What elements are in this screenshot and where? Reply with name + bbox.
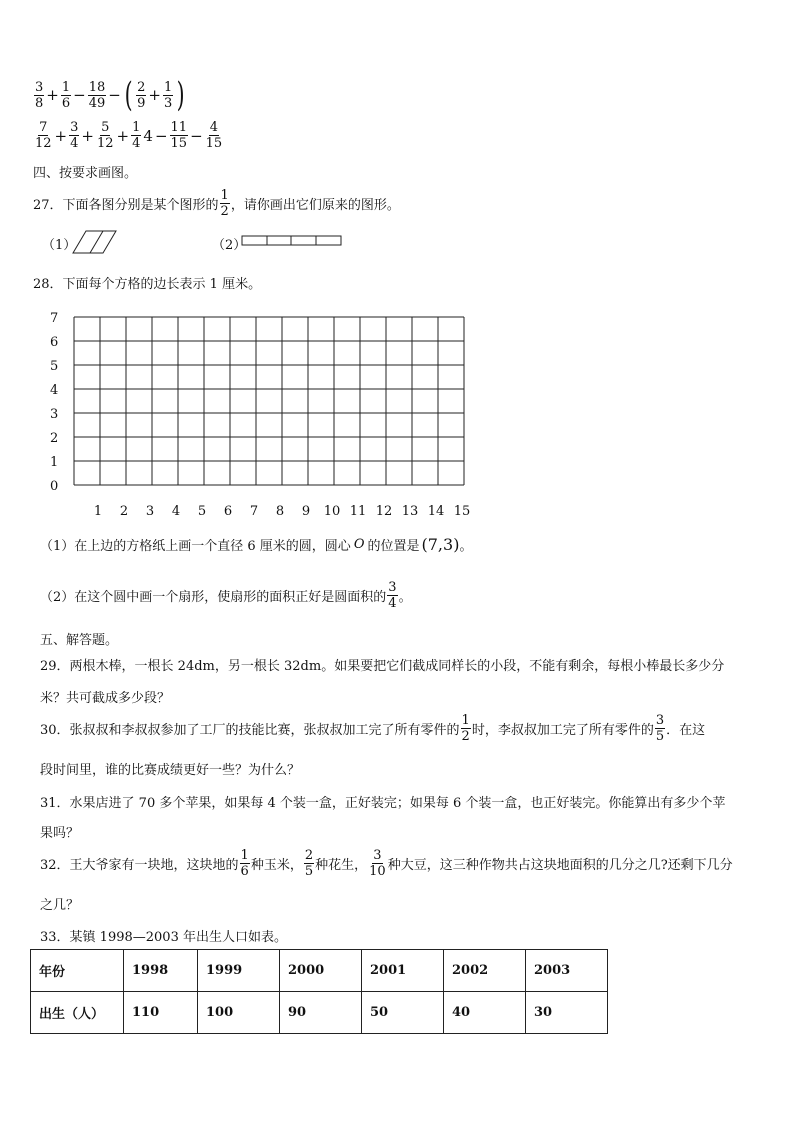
paren-close: ) xyxy=(176,75,185,115)
parallelogram-figure xyxy=(72,230,118,254)
table-cell: 90 xyxy=(280,992,362,1034)
table-cell: 2003 xyxy=(526,950,608,992)
x-tick-label: 3 xyxy=(145,504,155,519)
x-tick-label: 12 xyxy=(375,504,393,519)
fraction: $\frac{7}{12}$ xyxy=(35,120,52,151)
fraction: $\frac{3}{8}$ xyxy=(35,79,44,111)
q32-text2: 种玉米， xyxy=(250,858,303,873)
q27-text: 27．下面各图分别是某个图形的 xyxy=(33,198,219,213)
fraction: $\frac{3}{4}$ xyxy=(70,120,79,151)
q28-2-text: （2）在这个圆中画一个扇形，使扇形的面积正好是圆面积的 xyxy=(40,590,387,605)
operator: − xyxy=(190,126,203,145)
table-cell: 100 xyxy=(198,992,280,1034)
grid-paper xyxy=(40,305,490,519)
x-tick-label: 5 xyxy=(197,504,207,519)
fraction: $\frac{1}{6}$ xyxy=(240,848,249,879)
table-cell: 50 xyxy=(362,992,444,1034)
table-cell: 出生（人） xyxy=(31,992,124,1034)
rectangle-strip-figure xyxy=(241,235,343,247)
q28-1-text: （1）在上边的方格纸上画一个直径 6 厘米的圆，圆心 xyxy=(40,539,351,554)
x-tick-label: 4 xyxy=(171,504,181,519)
table-row xyxy=(31,950,608,992)
table-cell: 40 xyxy=(444,992,526,1034)
fraction: $\frac{1}{4}$ xyxy=(132,120,141,151)
y-tick-label: 6 xyxy=(50,335,59,350)
table-cell: 30 xyxy=(526,992,608,1034)
operator: + xyxy=(81,126,94,145)
fraction: $\frac{4}{15}$ xyxy=(205,120,223,151)
x-tick-label: 7 xyxy=(249,504,259,519)
birth-table xyxy=(30,949,608,1034)
q32-text: 32．王大爷家有一块地，这块地的 xyxy=(40,858,239,873)
x-tick-label: 15 xyxy=(453,504,471,519)
question-28-1 xyxy=(40,535,472,554)
y-tick-label: 1 xyxy=(50,455,59,470)
q32-text4: 种大豆，这三种作物共占这块地面积的几分之几?还剩下几分 xyxy=(387,858,733,873)
operator: + xyxy=(116,126,130,145)
question-28-2 xyxy=(40,580,412,611)
fraction: $\frac{1}{2}$ xyxy=(220,188,229,219)
q29-line1: 29．两根木棒，一根长 24dm，另一根长 32dm。如果要把它们截成同样长的小段，不能有剩余，每根小棒最长多少分 xyxy=(40,659,725,674)
section-4-heading: 四、按要求画图。 xyxy=(33,166,138,181)
question-28: 28．下面每个方格的边长表示 1 厘米。 xyxy=(33,277,262,292)
question-33: 33．某镇 1998—2003 年出生人口如表。 xyxy=(40,930,287,945)
x-tick-label: 11 xyxy=(349,504,367,519)
q27-label-1: （1） xyxy=(42,238,77,253)
fraction: $\frac{1}{6}$ xyxy=(61,79,71,111)
x-tick-label: 13 xyxy=(401,504,419,519)
whole-number: 4 xyxy=(143,126,153,145)
fraction: $\frac{2}{5}$ xyxy=(304,848,314,879)
expression-1 xyxy=(33,75,188,115)
fraction: $\frac{3}{4}$ xyxy=(388,580,397,611)
operator: − xyxy=(108,86,121,104)
q31-line1: 31．水果店进了 70 多个苹果，如果每 4 个装一盒，正好装完；如果每 6 个装一盒，也正好装完。你能算出有多少个苹 xyxy=(40,796,726,811)
x-tick-label: 9 xyxy=(301,504,311,519)
fraction: $\frac{11}{15}$ xyxy=(170,120,188,151)
x-tick-label: 1 xyxy=(93,504,103,519)
paren-open: ( xyxy=(124,75,133,115)
q32-text3: 种花生， xyxy=(315,858,368,873)
section-5-heading: 五、解答题。 xyxy=(40,633,119,648)
fraction: $\frac{2}{9}$ xyxy=(137,79,146,111)
expression-2 xyxy=(33,120,224,151)
table-cell: 1998 xyxy=(124,950,198,992)
q28-2-end: 。 xyxy=(398,590,412,605)
operator: + xyxy=(46,86,59,104)
table-cell: 2002 xyxy=(444,950,526,992)
center-o-label: O xyxy=(353,537,365,552)
q28-1-end: 。 xyxy=(459,539,473,554)
table-cell: 110 xyxy=(124,992,198,1034)
q31-line2: 果吗？ xyxy=(40,826,80,841)
q30-text2: 时，李叔叔加工完了所有零件的 xyxy=(471,723,654,738)
operator: − xyxy=(154,126,168,145)
center-coordinate: (7,3) xyxy=(421,535,460,554)
q27-label-2: （2） xyxy=(212,238,247,253)
q30-text3: ．在这 xyxy=(666,723,706,738)
y-tick-label: 5 xyxy=(50,359,59,374)
question-27 xyxy=(33,188,400,219)
y-tick-label: 0 xyxy=(50,479,59,494)
table-cell: 1999 xyxy=(198,950,280,992)
table-row xyxy=(31,992,608,1034)
fraction: $\frac{18}{49}$ xyxy=(88,79,106,111)
y-tick-label: 3 xyxy=(50,407,59,422)
q30-text: 30．张叔叔和李叔叔参加了工厂的技能比赛，张叔叔加工完了所有零件的 xyxy=(40,723,460,738)
table-cell: 2000 xyxy=(280,950,362,992)
q32-line2: 之几？ xyxy=(40,898,80,913)
fraction: $\frac{1}{3}$ xyxy=(163,79,173,111)
y-tick-label: 4 xyxy=(50,383,59,398)
x-tick-label: 2 xyxy=(119,504,129,519)
operator: + xyxy=(148,86,161,104)
x-tick-label: 10 xyxy=(323,504,341,519)
operator: + xyxy=(54,126,68,145)
q30-line2: 段时间里，谁的比赛成绩更好一些？为什么？ xyxy=(40,763,301,778)
q28-1-text2: 的位置是 xyxy=(367,539,420,554)
fraction: $\frac{3}{10}$ xyxy=(369,848,386,879)
table-cell: 年份 xyxy=(31,950,124,992)
q27-text-after: ，请你画出它们原来的图形。 xyxy=(230,198,400,213)
x-tick-label: 6 xyxy=(223,504,233,519)
question-32 xyxy=(40,848,733,879)
operator: − xyxy=(73,86,86,104)
x-tick-label: 8 xyxy=(275,504,285,519)
y-tick-label: 7 xyxy=(50,311,59,326)
x-tick-label: 14 xyxy=(427,504,445,519)
table-cell: 2001 xyxy=(362,950,444,992)
fraction: $\frac{3}{5}$ xyxy=(655,713,665,744)
question-30 xyxy=(40,713,705,744)
fraction: $\frac{5}{12}$ xyxy=(96,120,114,151)
fraction: $\frac{1}{2}$ xyxy=(461,713,470,744)
q29-line2: 米？共可截成多少段？ xyxy=(40,691,171,706)
y-tick-label: 2 xyxy=(50,431,59,446)
